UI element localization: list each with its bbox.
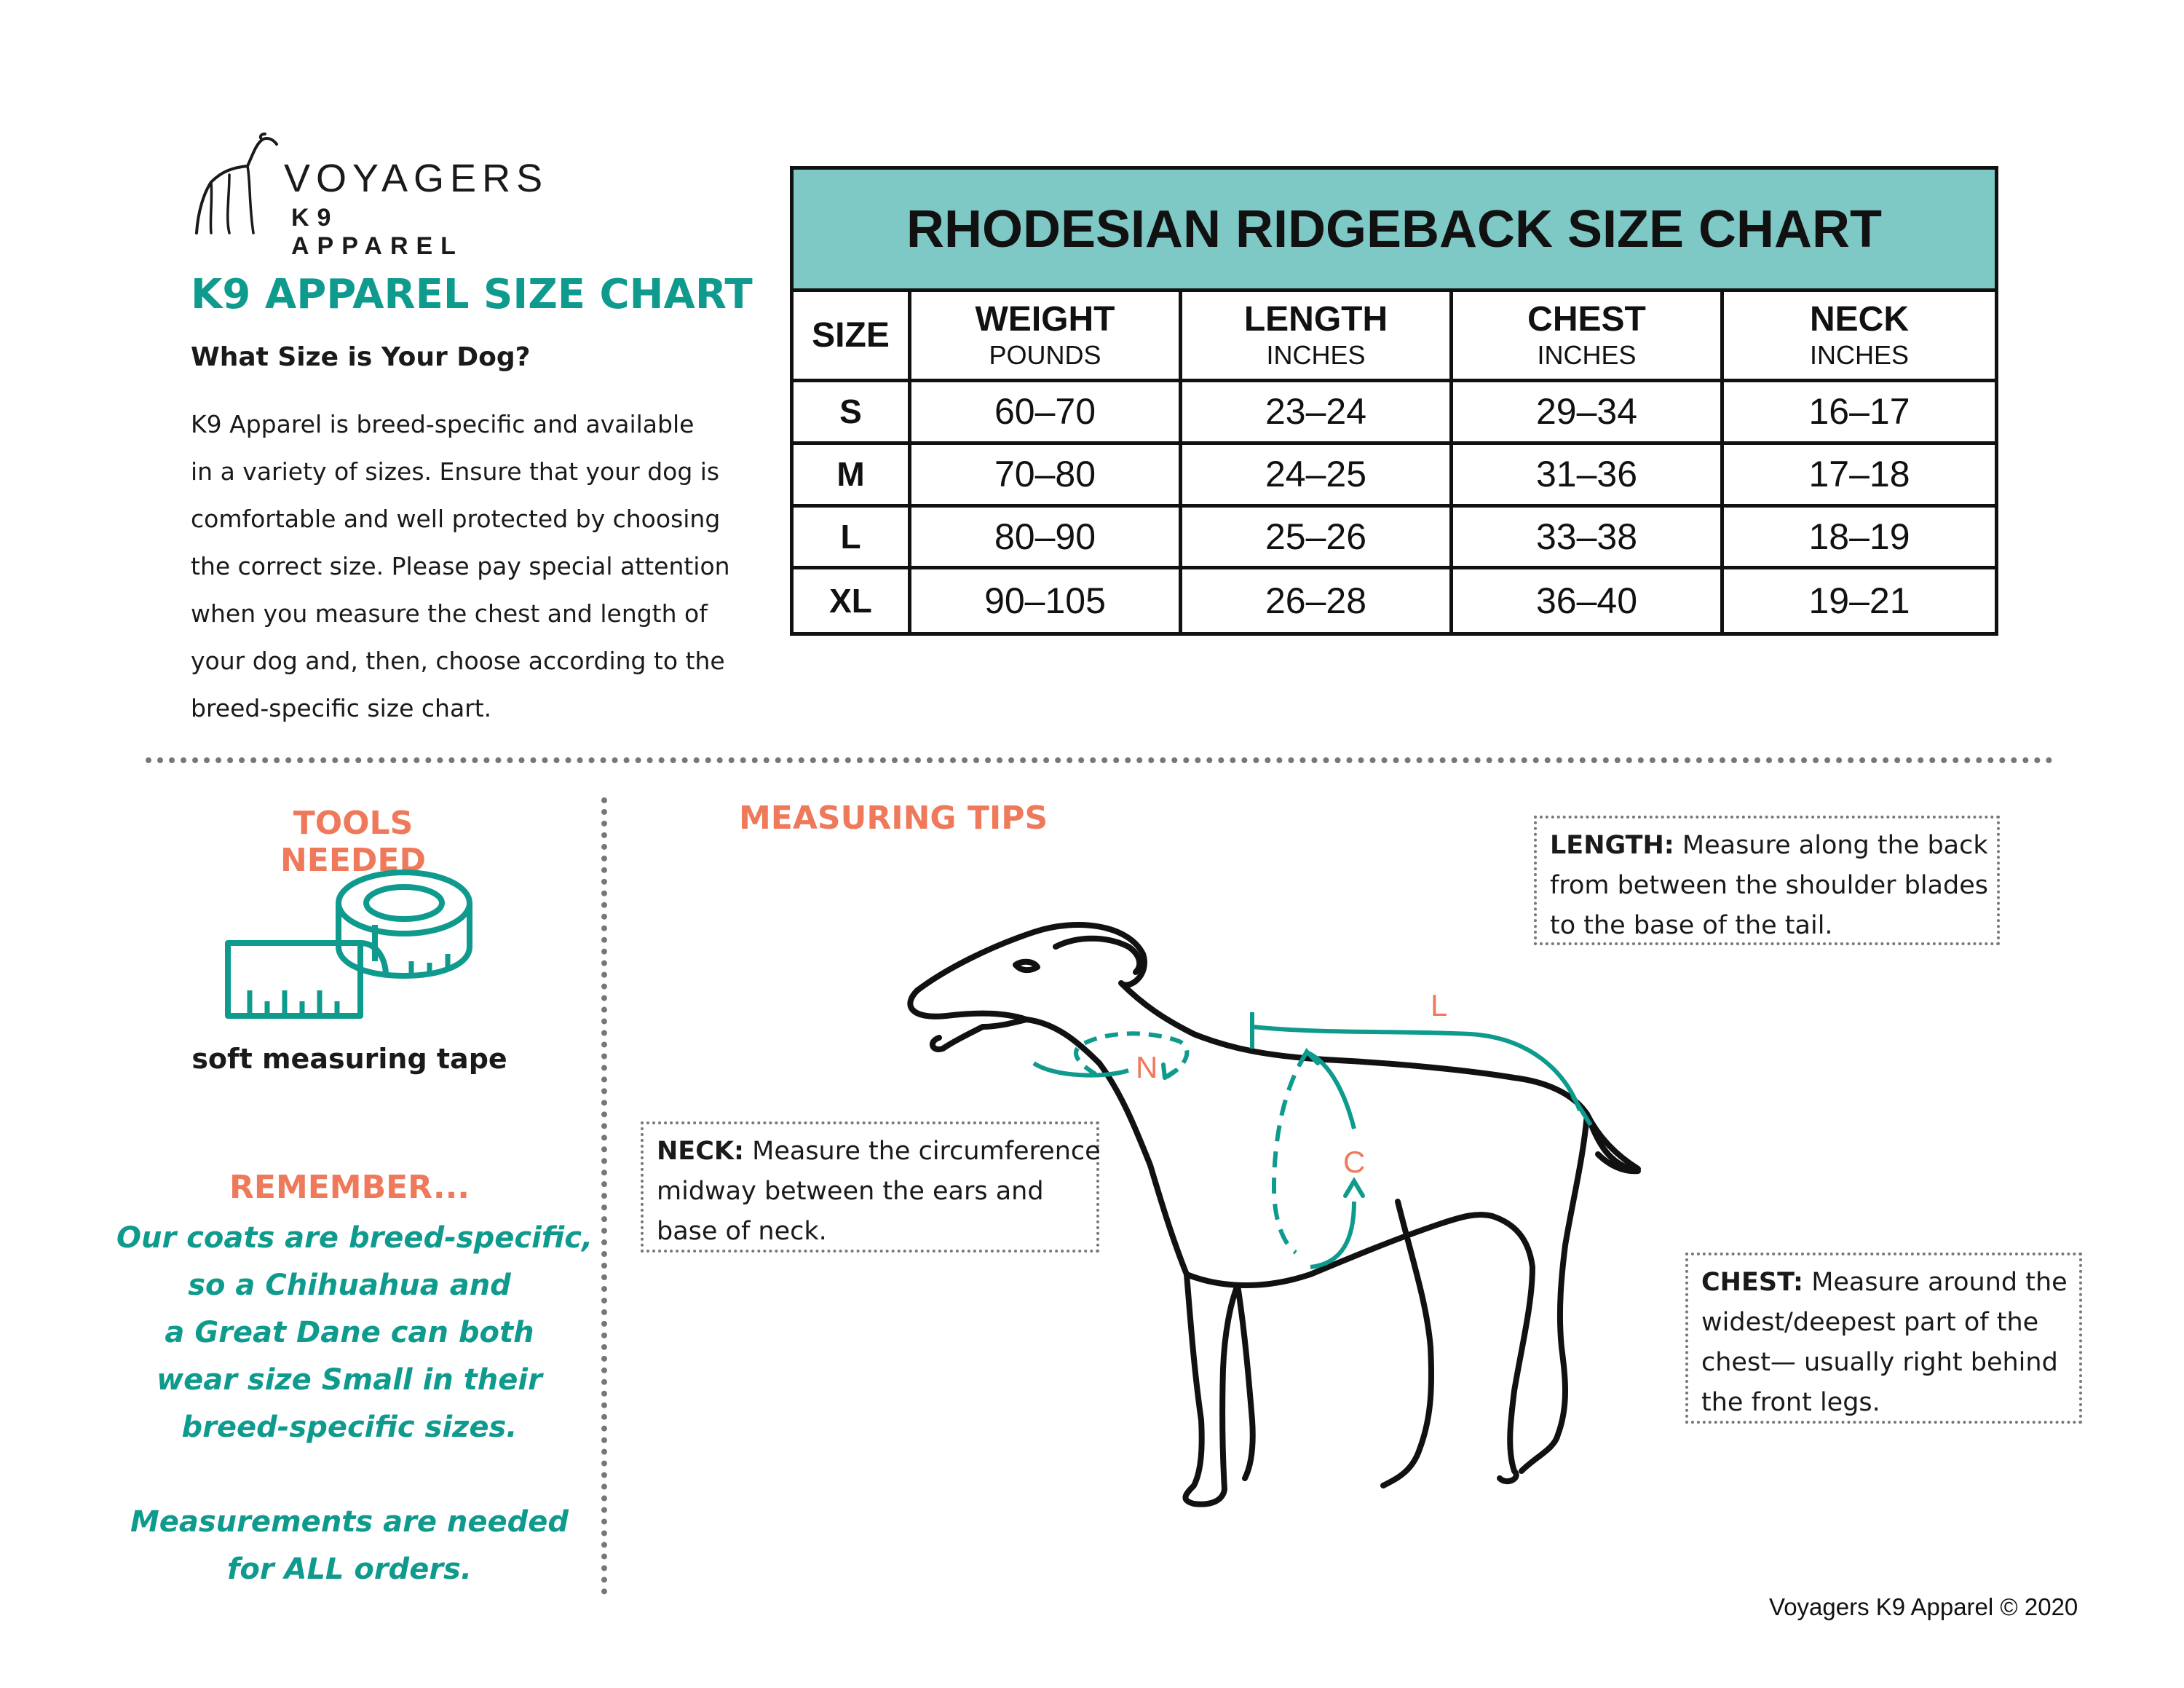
remember-title: REMEMBER... xyxy=(229,1169,470,1206)
remember-line: wear size Small in their xyxy=(157,1363,542,1397)
header-neck xyxy=(1724,292,1995,382)
measuring-tape-icon xyxy=(222,867,484,1019)
intro-question: What Size is Your Dog? xyxy=(191,342,531,372)
tip-text: Measure along the back xyxy=(1674,831,1988,860)
table-cell-length: 24–25 xyxy=(1182,445,1453,508)
copyright: Voyagers K9 Apparel © 2020 xyxy=(1769,1593,2078,1620)
tip-line xyxy=(1550,826,1988,866)
intro-line: the correct size. Please pay special attention xyxy=(191,552,730,580)
brand-subtitle: K9 APPAREL xyxy=(291,204,464,260)
table-cell-neck: 18–19 xyxy=(1724,508,1995,570)
header-label: WEIGHT xyxy=(975,299,1115,339)
chest-marker: C xyxy=(1343,1145,1366,1179)
intro-line: in a variety of sizes. Ensure that your dog is xyxy=(191,457,720,486)
remember-line: so a Chihuahua and xyxy=(188,1269,511,1302)
header-label: NECK xyxy=(1809,299,1909,339)
header-length xyxy=(1182,292,1453,382)
tip-label: CHEST: xyxy=(1701,1268,1804,1297)
header-size xyxy=(794,292,911,382)
tip-line: midway between the ears and xyxy=(657,1177,1044,1206)
intro-line: K9 Apparel is breed-specific and available xyxy=(191,410,695,438)
tip-text: Measure the circumference xyxy=(744,1137,1101,1166)
dog-logo-icon xyxy=(189,131,284,240)
table-cell-size: L xyxy=(794,508,911,570)
header-label: SIZE xyxy=(812,315,890,355)
table-cell-size: S xyxy=(794,382,911,445)
tip-line: widest/deepest part of the xyxy=(1701,1308,2039,1337)
tip-line: the front legs. xyxy=(1701,1388,1880,1417)
table-cell-length: 25–26 xyxy=(1182,508,1453,570)
header-label: LENGTH xyxy=(1243,299,1388,339)
table-title: RHODESIAN RIDGEBACK SIZE CHART xyxy=(794,170,1995,292)
table-cell-neck: 17–18 xyxy=(1724,445,1995,508)
table-cell-weight: 60–70 xyxy=(911,382,1182,445)
tips-title: MEASURING TIPS xyxy=(739,800,1048,837)
remember-line: a Great Dane can both xyxy=(165,1316,534,1349)
vertical-divider xyxy=(601,797,607,1595)
table-cell-chest: 29–34 xyxy=(1453,382,1724,445)
table-cell-size: XL xyxy=(794,569,911,632)
table-cell-size: M xyxy=(794,445,911,508)
table-cell-weight: 80–90 xyxy=(911,508,1182,570)
table-cell-chest: 36–40 xyxy=(1453,569,1724,632)
table-cell-chest: 31–36 xyxy=(1453,445,1724,508)
remember-text xyxy=(116,1215,593,1593)
header-chest xyxy=(1453,292,1724,382)
remember-line: breed-specific sizes. xyxy=(181,1411,518,1444)
table-cell-weight: 90–105 xyxy=(911,569,1182,632)
intro-line: breed-specific size chart. xyxy=(191,694,492,722)
intro-line: when you measure the chest and length of xyxy=(191,599,708,628)
table-grid xyxy=(794,292,1995,632)
neck-measure-line xyxy=(1034,1033,1187,1078)
tip-label: NECK: xyxy=(657,1137,745,1166)
intro-line: your dog and, then, choose according to the xyxy=(191,647,725,675)
tape-label: soft measuring tape xyxy=(191,1043,507,1075)
tip-text: Measure around the xyxy=(1803,1268,2068,1297)
tip-label: LENGTH: xyxy=(1550,831,1674,860)
tools-title: TOOLS NEEDED xyxy=(280,805,427,879)
header-unit: INCHES xyxy=(1266,339,1366,370)
table-cell-length: 23–24 xyxy=(1182,382,1453,445)
brand-name: VOYAGERS xyxy=(284,157,549,200)
table-cell-chest: 33–38 xyxy=(1453,508,1724,570)
intro-paragraph xyxy=(191,401,744,732)
brand-logo xyxy=(189,131,549,260)
intro-title: K9 APPAREL SIZE CHART xyxy=(191,271,753,318)
table-cell-neck: 16–17 xyxy=(1724,382,1995,445)
table-cell-length: 26–28 xyxy=(1182,569,1453,632)
tip-line: base of neck. xyxy=(657,1217,827,1246)
table-cell-neck: 19–21 xyxy=(1808,580,1910,622)
intro-line: comfortable and well protected by choosing xyxy=(191,505,721,533)
header-label: CHEST xyxy=(1527,299,1646,339)
table-cell-weight: 70–80 xyxy=(911,445,1182,508)
remember-note-line: Measurements are needed xyxy=(130,1505,569,1539)
tip-line: from between the shoulder blades xyxy=(1550,871,1988,900)
remember-note-line: for ALL orders. xyxy=(226,1553,472,1586)
neck-marker: N xyxy=(1136,1050,1158,1084)
header-unit: INCHES xyxy=(1809,339,1910,370)
length-marker: L xyxy=(1431,988,1448,1022)
horizontal-divider xyxy=(146,757,2053,763)
size-chart-table xyxy=(790,166,1998,636)
dog-measurement-illustration xyxy=(888,896,1762,1566)
header-unit: POUNDS xyxy=(989,339,1101,370)
header-unit: INCHES xyxy=(1537,339,1637,370)
dog-outline xyxy=(910,925,1638,1504)
remember-line: Our coats are breed-specific, xyxy=(116,1221,593,1255)
header-weight xyxy=(911,292,1182,382)
tip-line: chest— usually right behind xyxy=(1701,1348,2058,1377)
tip-line: to the base of the tail. xyxy=(1550,911,1833,940)
